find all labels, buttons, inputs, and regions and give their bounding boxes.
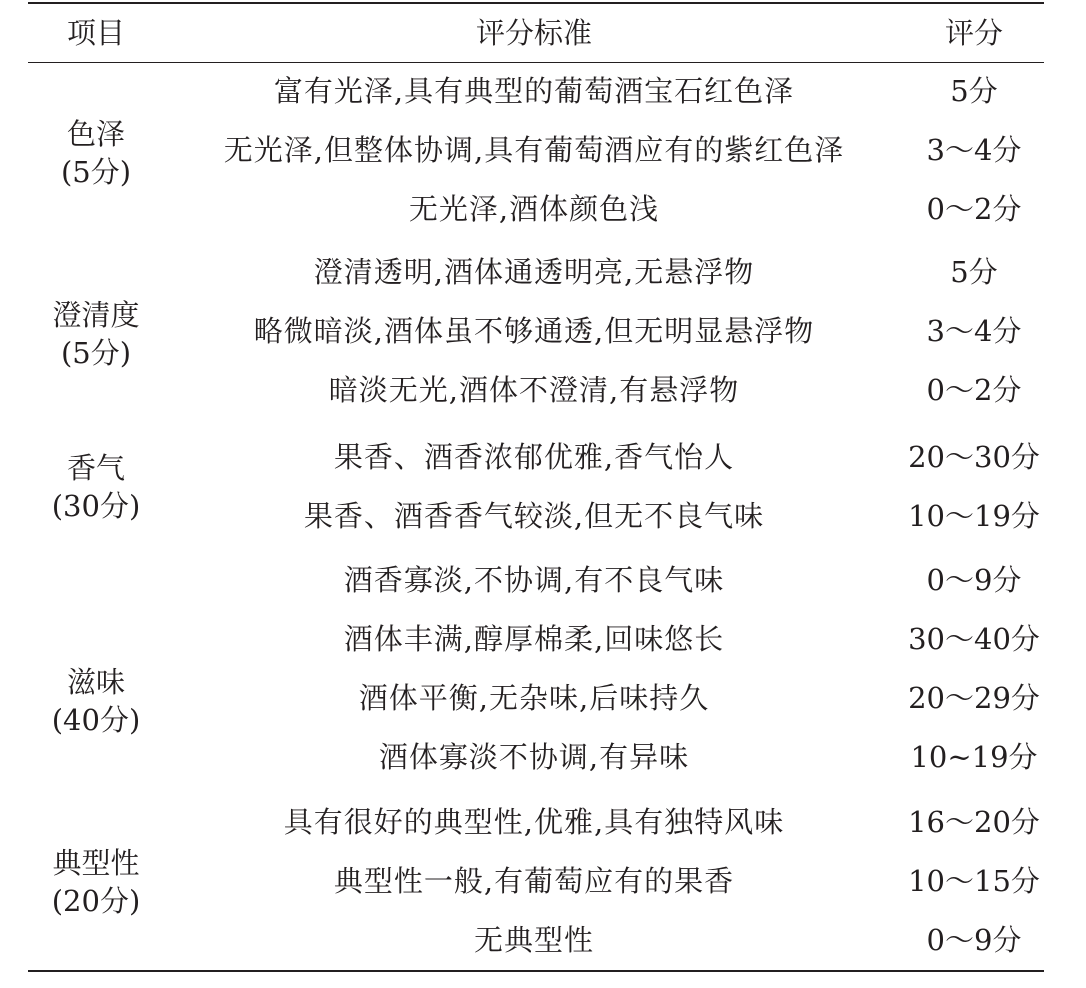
score-cell: 0～9分 <box>926 563 1022 597</box>
table-row <box>28 302 1044 361</box>
table-row <box>28 121 1044 180</box>
score-cell: 30～40分 <box>908 622 1040 656</box>
criteria-cell: 富有光泽,具有典型的葡萄酒宝石红色泽 <box>273 74 795 108</box>
table-row <box>28 361 1044 420</box>
score-cell: 20～30分 <box>908 440 1040 474</box>
bottom-rule <box>28 970 1044 972</box>
table-row <box>28 911 1044 970</box>
score-cell: 0～2分 <box>926 373 1022 407</box>
header-score: 评分 <box>944 16 1003 50</box>
header-item: 项目 <box>66 16 125 50</box>
group-name: 色泽 <box>66 116 125 151</box>
criteria-cell: 典型性一般,有葡萄应有的果香 <box>333 864 735 898</box>
group-points: (5分) <box>60 335 132 370</box>
criteria-cell: 酒体平衡,无杂味,后味持久 <box>358 681 710 715</box>
criteria-cell: 具有很好的典型性,优雅,具有独特风味 <box>283 805 785 839</box>
group-clarity <box>28 243 1044 424</box>
header-criteria: 评分标准 <box>475 16 592 50</box>
table-row <box>28 551 1044 610</box>
top-rule <box>28 2 1044 4</box>
score-cell: 16～20分 <box>908 805 1040 839</box>
group-typicality <box>28 793 1044 970</box>
criteria-cell: 无典型性 <box>473 923 594 957</box>
criteria-cell: 酒香寡淡,不协调,有不良气味 <box>343 563 725 597</box>
score-cell: 10～15分 <box>908 864 1040 898</box>
table-row <box>28 487 1044 546</box>
table-row <box>28 428 1044 487</box>
group-points: (40分) <box>51 702 141 737</box>
score-cell: 20～29分 <box>908 681 1040 715</box>
group-points: (5分) <box>60 154 132 189</box>
criteria-cell: 酒体丰满,醇厚棉柔,回味悠长 <box>343 622 725 656</box>
group-points: (20分) <box>51 883 141 918</box>
score-cell: 10～19分 <box>908 499 1040 533</box>
criteria-cell: 无光泽,酒体颜色浅 <box>408 192 660 226</box>
group-points: (30分) <box>51 489 141 523</box>
group-name: 澄清度 <box>52 297 140 332</box>
group-name: 香气 <box>66 451 125 485</box>
group-aroma <box>28 428 1044 609</box>
score-cell: 0～9分 <box>926 923 1022 957</box>
table-row <box>28 852 1044 911</box>
table-row <box>28 728 1044 787</box>
table-row <box>28 62 1044 121</box>
group-name: 滋味 <box>66 664 125 699</box>
score-cell: 5分 <box>950 74 998 108</box>
table-row <box>28 793 1044 852</box>
table-row <box>28 180 1044 239</box>
criteria-cell: 略微暗淡,酒体虽不够通透,但无明显悬浮物 <box>253 314 815 348</box>
criteria-cell: 果香、酒香香气较淡,但无不良气味 <box>303 499 765 533</box>
group-color <box>28 62 1044 243</box>
table-row <box>28 610 1044 669</box>
criteria-cell: 酒体寡淡不协调,有异味 <box>378 740 690 774</box>
table-row <box>28 669 1044 728</box>
score-cell: 0～2分 <box>926 192 1022 226</box>
score-cell: 3～4分 <box>926 133 1022 167</box>
criteria-cell: 无光泽,但整体协调,具有葡萄酒应有的紫红色泽 <box>223 133 845 167</box>
score-cell: 10~19分 <box>910 740 1038 774</box>
score-cell: 5分 <box>950 255 998 289</box>
group-name: 典型性 <box>52 845 140 880</box>
criteria-cell: 澄清透明,酒体通透明亮,无悬浮物 <box>313 255 755 289</box>
criteria-cell: 暗淡无光,酒体不澄清,有悬浮物 <box>328 373 740 407</box>
score-cell: 3～4分 <box>926 314 1022 348</box>
group-taste <box>28 610 1044 791</box>
criteria-cell: 果香、酒香浓郁优雅,香气怡人 <box>333 440 735 474</box>
table-row <box>28 243 1044 302</box>
